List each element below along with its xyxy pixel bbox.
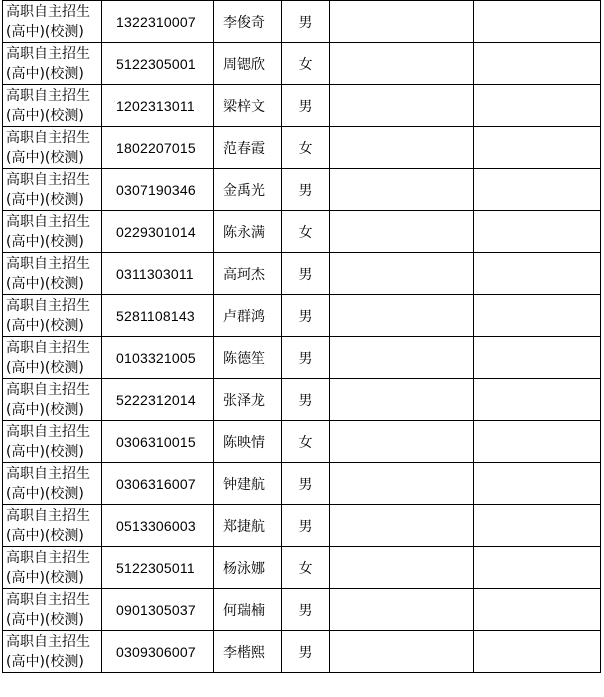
admission-type-line1: 高职自主招生 [6,339,90,356]
admission-type-line2: (高中)(校测) [6,569,84,586]
gender-cell: 男 [282,505,330,547]
roster-body [3,1,601,673]
table-row [3,85,601,127]
admission-type-cell [3,421,102,463]
admission-type-cell [3,85,102,127]
blank-cell-2 [474,127,601,169]
blank-cell-1 [330,295,474,337]
candidate-id-cell: 0901305037 [102,589,214,631]
candidate-name-cell: 李楷熙 [214,631,282,673]
candidate-id-cell: 1202313011 [102,85,214,127]
candidate-id-cell: 0229301014 [102,211,214,253]
admission-type-line2: (高中)(校测) [6,191,84,208]
admission-type-line1: 高职自主招生 [6,45,90,62]
admission-type-line2: (高中)(校测) [6,485,84,502]
admission-type-line2: (高中)(校测) [6,149,84,166]
candidate-name-cell: 杨泳娜 [214,547,282,589]
admission-type-cell [3,463,102,505]
blank-cell-2 [474,463,601,505]
candidate-id-cell: 0311303011 [102,253,214,295]
gender-cell: 男 [282,1,330,43]
admission-roster-table [2,0,601,673]
admission-type-cell [3,337,102,379]
table-row [3,421,601,463]
blank-cell-1 [330,211,474,253]
blank-cell-1 [330,421,474,463]
blank-cell-2 [474,505,601,547]
blank-cell-2 [474,1,601,43]
admission-type-cell [3,1,102,43]
candidate-name-cell: 李俊奇 [214,1,282,43]
gender-cell: 女 [282,421,330,463]
gender-cell: 男 [282,631,330,673]
gender-cell: 男 [282,337,330,379]
admission-type-line1: 高职自主招生 [6,549,90,566]
gender-cell: 男 [282,463,330,505]
blank-cell-1 [330,127,474,169]
blank-cell-1 [330,505,474,547]
candidate-id-cell: 0309306007 [102,631,214,673]
blank-cell-2 [474,421,601,463]
admission-type-cell [3,379,102,421]
admission-type-line1: 高职自主招生 [6,381,90,398]
admission-type-cell [3,547,102,589]
candidate-name-cell: 郑捷航 [214,505,282,547]
table-row [3,505,601,547]
admission-type-cell [3,211,102,253]
candidate-name-cell: 范春霞 [214,127,282,169]
candidate-name-cell: 梁梓文 [214,85,282,127]
admission-type-cell [3,253,102,295]
gender-cell: 女 [282,547,330,589]
admission-type-line1: 高职自主招生 [6,591,90,608]
gender-cell: 男 [282,169,330,211]
blank-cell-1 [330,169,474,211]
table-row [3,43,601,85]
blank-cell-2 [474,631,601,673]
admission-type-line2: (高中)(校测) [6,317,84,334]
candidate-name-cell: 陈永满 [214,211,282,253]
table-row [3,295,601,337]
candidate-id-cell: 0103321005 [102,337,214,379]
blank-cell-2 [474,547,601,589]
blank-cell-2 [474,589,601,631]
candidate-id-cell: 1322310007 [102,1,214,43]
blank-cell-1 [330,631,474,673]
admission-type-line2: (高中)(校测) [6,233,84,250]
table-row [3,1,601,43]
admission-type-line1: 高职自主招生 [6,423,90,440]
candidate-name-cell: 何瑞楠 [214,589,282,631]
table-row [3,337,601,379]
admission-type-line1: 高职自主招生 [6,171,90,188]
admission-type-cell [3,43,102,85]
table-row [3,169,601,211]
admission-type-line2: (高中)(校测) [6,611,84,628]
table-row [3,127,601,169]
candidate-id-cell: 5122305011 [102,547,214,589]
blank-cell-1 [330,337,474,379]
table-row [3,547,601,589]
admission-type-line2: (高中)(校测) [6,275,84,292]
admission-type-cell [3,127,102,169]
admission-type-cell [3,169,102,211]
gender-cell: 男 [282,295,330,337]
admission-type-line2: (高中)(校测) [6,527,84,544]
candidate-id-cell: 0307190346 [102,169,214,211]
gender-cell: 男 [282,589,330,631]
blank-cell-2 [474,43,601,85]
admission-type-line2: (高中)(校测) [6,65,84,82]
table-row [3,589,601,631]
blank-cell-1 [330,43,474,85]
admission-type-line1: 高职自主招生 [6,297,90,314]
candidate-id-cell: 1802207015 [102,127,214,169]
admission-type-cell [3,589,102,631]
blank-cell-1 [330,379,474,421]
admission-type-line1: 高职自主招生 [6,213,90,230]
admission-type-line2: (高中)(校测) [6,653,84,670]
table-row [3,379,601,421]
admission-type-line2: (高中)(校测) [6,359,84,376]
admission-type-line1: 高职自主招生 [6,87,90,104]
candidate-id-cell: 5122305001 [102,43,214,85]
admission-type-line2: (高中)(校测) [6,107,84,124]
blank-cell-2 [474,337,601,379]
candidate-name-cell: 周锶欣 [214,43,282,85]
candidate-name-cell: 陈德笙 [214,337,282,379]
candidate-id-cell: 5281108143 [102,295,214,337]
gender-cell: 女 [282,211,330,253]
admission-type-line2: (高中)(校测) [6,401,84,418]
admission-type-line1: 高职自主招生 [6,129,90,146]
table-row [3,463,601,505]
admission-type-line2: (高中)(校测) [6,443,84,460]
candidate-name-cell: 高珂杰 [214,253,282,295]
blank-cell-2 [474,85,601,127]
candidate-id-cell: 0513306003 [102,505,214,547]
table-row [3,631,601,673]
blank-cell-2 [474,253,601,295]
admission-type-line2: (高中)(校测) [6,23,84,40]
gender-cell: 女 [282,127,330,169]
candidate-name-cell: 张泽龙 [214,379,282,421]
blank-cell-1 [330,253,474,295]
blank-cell-1 [330,85,474,127]
table-row [3,253,601,295]
admission-type-line1: 高职自主招生 [6,465,90,482]
admission-type-cell [3,631,102,673]
blank-cell-1 [330,547,474,589]
blank-cell-2 [474,169,601,211]
candidate-name-cell: 金禹光 [214,169,282,211]
admission-type-line1: 高职自主招生 [6,255,90,272]
candidate-id-cell: 0306316007 [102,463,214,505]
blank-cell-1 [330,589,474,631]
blank-cell-2 [474,379,601,421]
candidate-name-cell: 陈映情 [214,421,282,463]
gender-cell: 男 [282,253,330,295]
candidate-name-cell: 卢群鸿 [214,295,282,337]
admission-type-line1: 高职自主招生 [6,507,90,524]
gender-cell: 女 [282,43,330,85]
blank-cell-2 [474,295,601,337]
candidate-id-cell: 5222312014 [102,379,214,421]
candidate-name-cell: 钟建航 [214,463,282,505]
admission-type-line1: 高职自主招生 [6,633,90,650]
blank-cell-1 [330,463,474,505]
blank-cell-1 [330,1,474,43]
blank-cell-2 [474,211,601,253]
admission-type-line1: 高职自主招生 [6,3,90,20]
candidate-id-cell: 0306310015 [102,421,214,463]
admission-type-cell [3,295,102,337]
gender-cell: 男 [282,85,330,127]
admission-type-cell [3,505,102,547]
gender-cell: 男 [282,379,330,421]
table-row [3,211,601,253]
